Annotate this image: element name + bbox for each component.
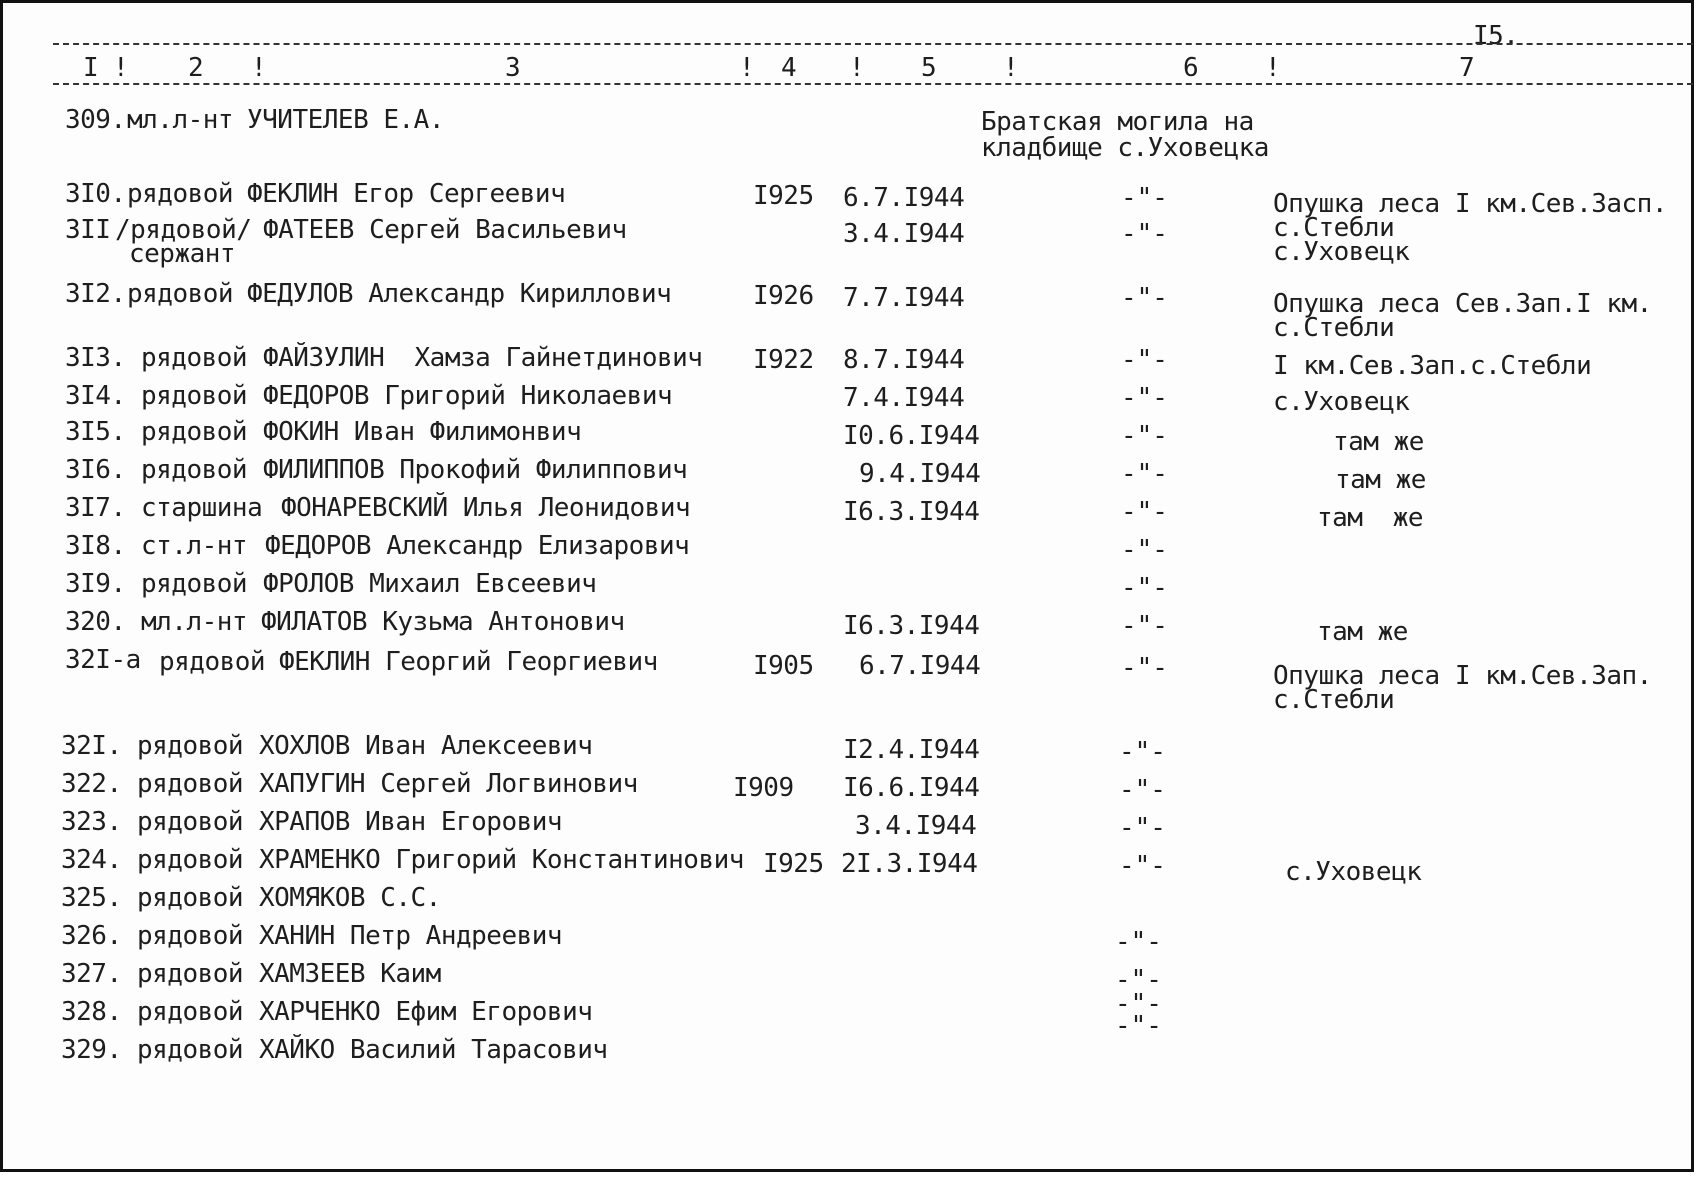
row-313-rank: рядовой xyxy=(141,343,248,373)
row-313-number: 3I3. xyxy=(65,343,126,373)
col-header-2: 2 xyxy=(188,53,204,83)
row-323-number: 323. xyxy=(61,807,122,837)
row-320-number: 320. xyxy=(65,607,126,637)
row-328-burial: -"- xyxy=(1115,989,1162,1019)
row-320-burial: -"- xyxy=(1121,611,1168,641)
row-314-number: 3I4. xyxy=(65,381,126,411)
row-323-date: 3.4.I944 xyxy=(855,811,977,841)
row-312-place-2: с.Стебли xyxy=(1273,313,1395,343)
row-320-name: ФИЛАТОВ Кузьма Антонович xyxy=(261,607,625,637)
row-326-burial: -"- xyxy=(1115,927,1162,957)
row-310-year: I925 xyxy=(753,181,814,211)
row-321-name: ХОХЛОВ Иван Алексеевич xyxy=(259,731,593,761)
col-header-3: 3 xyxy=(505,53,521,83)
header-top-rule xyxy=(53,43,1693,45)
col-sep-6: ! xyxy=(1265,53,1281,83)
row-316-date: 9.4.I944 xyxy=(859,459,981,489)
row-328-number: 328. xyxy=(61,997,122,1027)
row-324-rank: рядовой xyxy=(137,845,244,875)
col-sep-5: ! xyxy=(1003,53,1019,83)
row-311-place: с.Уховецк xyxy=(1273,237,1410,267)
row-311-name: ФАТЕЕВ Сергей Васильевич xyxy=(263,215,627,245)
row-314-burial: -"- xyxy=(1121,383,1168,413)
row-325-number: 325. xyxy=(61,883,122,913)
row-313-year: I922 xyxy=(753,345,814,375)
row-315-date: I0.6.I944 xyxy=(843,421,980,451)
row-329-name: ХАЙКО Василий Тарасович xyxy=(259,1035,608,1065)
row-310-date: 6.7.I944 xyxy=(843,183,965,213)
row-326-rank: рядовой xyxy=(137,921,244,951)
row-310-number: 3I0. xyxy=(65,179,126,209)
row-310-rank: рядовой xyxy=(127,179,234,209)
row-309-name: УЧИТЕЛЕВ Е.А. xyxy=(247,105,444,135)
row-319-burial: -"- xyxy=(1121,573,1168,603)
row-310-burial: -"- xyxy=(1121,183,1168,213)
row-314-date: 7.4.I944 xyxy=(843,383,965,413)
row-315-burial: -"- xyxy=(1121,421,1168,451)
row-311-number: 3II xyxy=(65,215,111,245)
row-315-place: там же xyxy=(1333,427,1424,457)
row-321a-number: 32I-а xyxy=(65,645,141,675)
row-324-number: 324. xyxy=(61,845,122,875)
row-321-rank: рядовой xyxy=(137,731,244,761)
row-317-burial: -"- xyxy=(1121,497,1168,527)
row-309-burial-2: кладбище с.Уховецка xyxy=(981,133,1269,163)
row-321-burial: -"- xyxy=(1119,737,1166,767)
row-310-place-2: с.Стебли xyxy=(1273,213,1395,243)
row-317-place: там же xyxy=(1317,503,1424,533)
row-321a-year: I905 xyxy=(753,651,814,681)
row-325-name: ХОМЯКОВ С.С. xyxy=(259,883,441,913)
row-313-place: I км.Сев.Зап.с.Стебли xyxy=(1273,351,1592,381)
row-321a-place: Опушка леса I км.Сев.Зап. xyxy=(1273,661,1652,691)
row-322-date: I6.6.I944 xyxy=(843,773,980,803)
row-316-rank: рядовой xyxy=(141,455,248,485)
row-316-place: там же xyxy=(1335,465,1426,495)
row-329-rank: рядовой xyxy=(137,1035,244,1065)
row-326-number: 326. xyxy=(61,921,122,951)
row-323-burial: -"- xyxy=(1119,813,1166,843)
col-sep-1: ! xyxy=(113,53,129,83)
row-321-date: I2.4.I944 xyxy=(843,735,980,765)
row-318-number: 3I8. xyxy=(65,531,126,561)
row-321a-name: ФЕКЛИН Георгий Георгиевич xyxy=(279,647,658,677)
col-header-1: I xyxy=(83,53,99,83)
row-314-place: с.Уховецк xyxy=(1273,387,1410,417)
row-321a-date: 6.7.I944 xyxy=(859,651,981,681)
row-324-burial: -"- xyxy=(1119,851,1166,881)
row-316-number: 3I6. xyxy=(65,455,126,485)
row-324-date: 2I.3.I944 xyxy=(841,849,978,879)
row-320-rank: мл.л-нт xyxy=(141,607,248,637)
col-sep-4: ! xyxy=(849,53,865,83)
row-312-burial: -"- xyxy=(1121,283,1168,313)
row-327-rank: рядовой xyxy=(137,959,244,989)
header-bottom-rule xyxy=(53,83,1693,85)
col-sep-2: ! xyxy=(251,53,267,83)
row-312-date: 7.7.I944 xyxy=(843,283,965,313)
row-315-number: 3I5. xyxy=(65,417,126,447)
row-314-name: ФЕДОРОВ Григорий Николаевич xyxy=(263,381,673,411)
col-header-5: 5 xyxy=(921,53,937,83)
col-header-7: 7 xyxy=(1459,53,1475,83)
row-312-rank: рядовой xyxy=(127,279,234,309)
row-312-place: Опушка леса Сев.Зап.I км. xyxy=(1273,289,1652,319)
row-321a-rank: рядовой xyxy=(159,647,266,677)
row-315-name: ФОКИН Иван Филимонвич xyxy=(263,417,582,447)
row-321a-burial: -"- xyxy=(1121,653,1168,683)
col-header-6: 6 xyxy=(1183,53,1199,83)
row-323-name: ХРАПОВ Иван Егорович xyxy=(259,807,563,837)
row-311-rank-2: сержант xyxy=(129,239,236,269)
row-319-name: ФРОЛОВ Михаил Евсеевич xyxy=(263,569,597,599)
row-328-rank: рядовой xyxy=(137,997,244,1027)
row-311-rank: /рядовой/ xyxy=(115,215,252,245)
row-312-name: ФЕДУЛОВ Александр Кириллович xyxy=(247,279,672,309)
row-318-burial: -"- xyxy=(1121,535,1168,565)
row-313-date: 8.7.I944 xyxy=(843,345,965,375)
row-311-date: 3.4.I944 xyxy=(843,219,965,249)
row-324-name: ХРАМЕНКО Григорий Константинович xyxy=(259,845,744,875)
row-319-rank: рядовой xyxy=(141,569,248,599)
col-sep-3: ! xyxy=(739,53,755,83)
row-318-name: ФЕДОРОВ Александр Елизарович xyxy=(265,531,690,561)
row-315-rank: рядовой xyxy=(141,417,248,447)
row-314-rank: рядовой xyxy=(141,381,248,411)
row-320-date: I6.3.I944 xyxy=(843,611,980,641)
row-309-rank: мл.л-нт xyxy=(127,105,234,135)
row-317-rank: старшина xyxy=(141,493,263,523)
row-316-name: ФИЛИППОВ Прокофий Филиппович xyxy=(263,455,688,485)
row-321-number: 32I. xyxy=(61,731,122,761)
row-324-year: I925 xyxy=(763,849,824,879)
row-324-place: с.Уховецк xyxy=(1285,857,1422,887)
row-312-year: I926 xyxy=(753,281,814,311)
row-326-name: ХАНИН Петр Андреевич xyxy=(259,921,563,951)
row-329-number: 329. xyxy=(61,1035,122,1065)
row-322-burial: -"- xyxy=(1119,775,1166,805)
row-328-name: ХАРЧЕНКО Ефим Егорович xyxy=(259,997,593,1027)
row-322-name: ХАПУГИН Сергей Логвинович xyxy=(259,769,638,799)
row-318-rank: ст.л-нт xyxy=(141,531,248,561)
row-317-name: ФОНАРЕВСКИЙ Илья Леонидович xyxy=(281,493,691,523)
row-321a-place-2: с.Стебли xyxy=(1273,685,1395,715)
row-327-name: ХАМЗЕЕВ Каим xyxy=(259,959,441,989)
row-327-number: 327. xyxy=(61,959,122,989)
col-header-4: 4 xyxy=(781,53,797,83)
row-327-burial: -"- xyxy=(1115,965,1162,995)
row-310-name: ФЕКЛИН Егор Сергеевич xyxy=(247,179,566,209)
row-322-rank: рядовой xyxy=(137,769,244,799)
row-309-burial: Братская могила на xyxy=(981,107,1254,137)
row-313-name: ФАЙЗУЛИН Хамза Гайнетдинович xyxy=(263,343,703,373)
row-322-number: 322. xyxy=(61,769,122,799)
row-311-burial: -"- xyxy=(1121,219,1168,249)
row-310-place: Опушка леса I км.Сев.Засп. xyxy=(1273,189,1667,219)
row-323-rank: рядовой xyxy=(137,807,244,837)
row-322-year: I909 xyxy=(733,773,794,803)
row-320-place: там же xyxy=(1317,617,1408,647)
page-number: I5. xyxy=(1473,21,1519,51)
row-317-number: 3I7. xyxy=(65,493,126,523)
row-325-rank: рядовой xyxy=(137,883,244,913)
row-313-burial: -"- xyxy=(1121,345,1168,375)
row-316-burial: -"- xyxy=(1121,459,1168,489)
row-319-number: 3I9. xyxy=(65,569,126,599)
row-317-date: I6.3.I944 xyxy=(843,497,980,527)
row-328-burial-2: -"- xyxy=(1115,1011,1162,1041)
row-309-number: 309. xyxy=(65,105,126,135)
row-312-number: 3I2. xyxy=(65,279,126,309)
